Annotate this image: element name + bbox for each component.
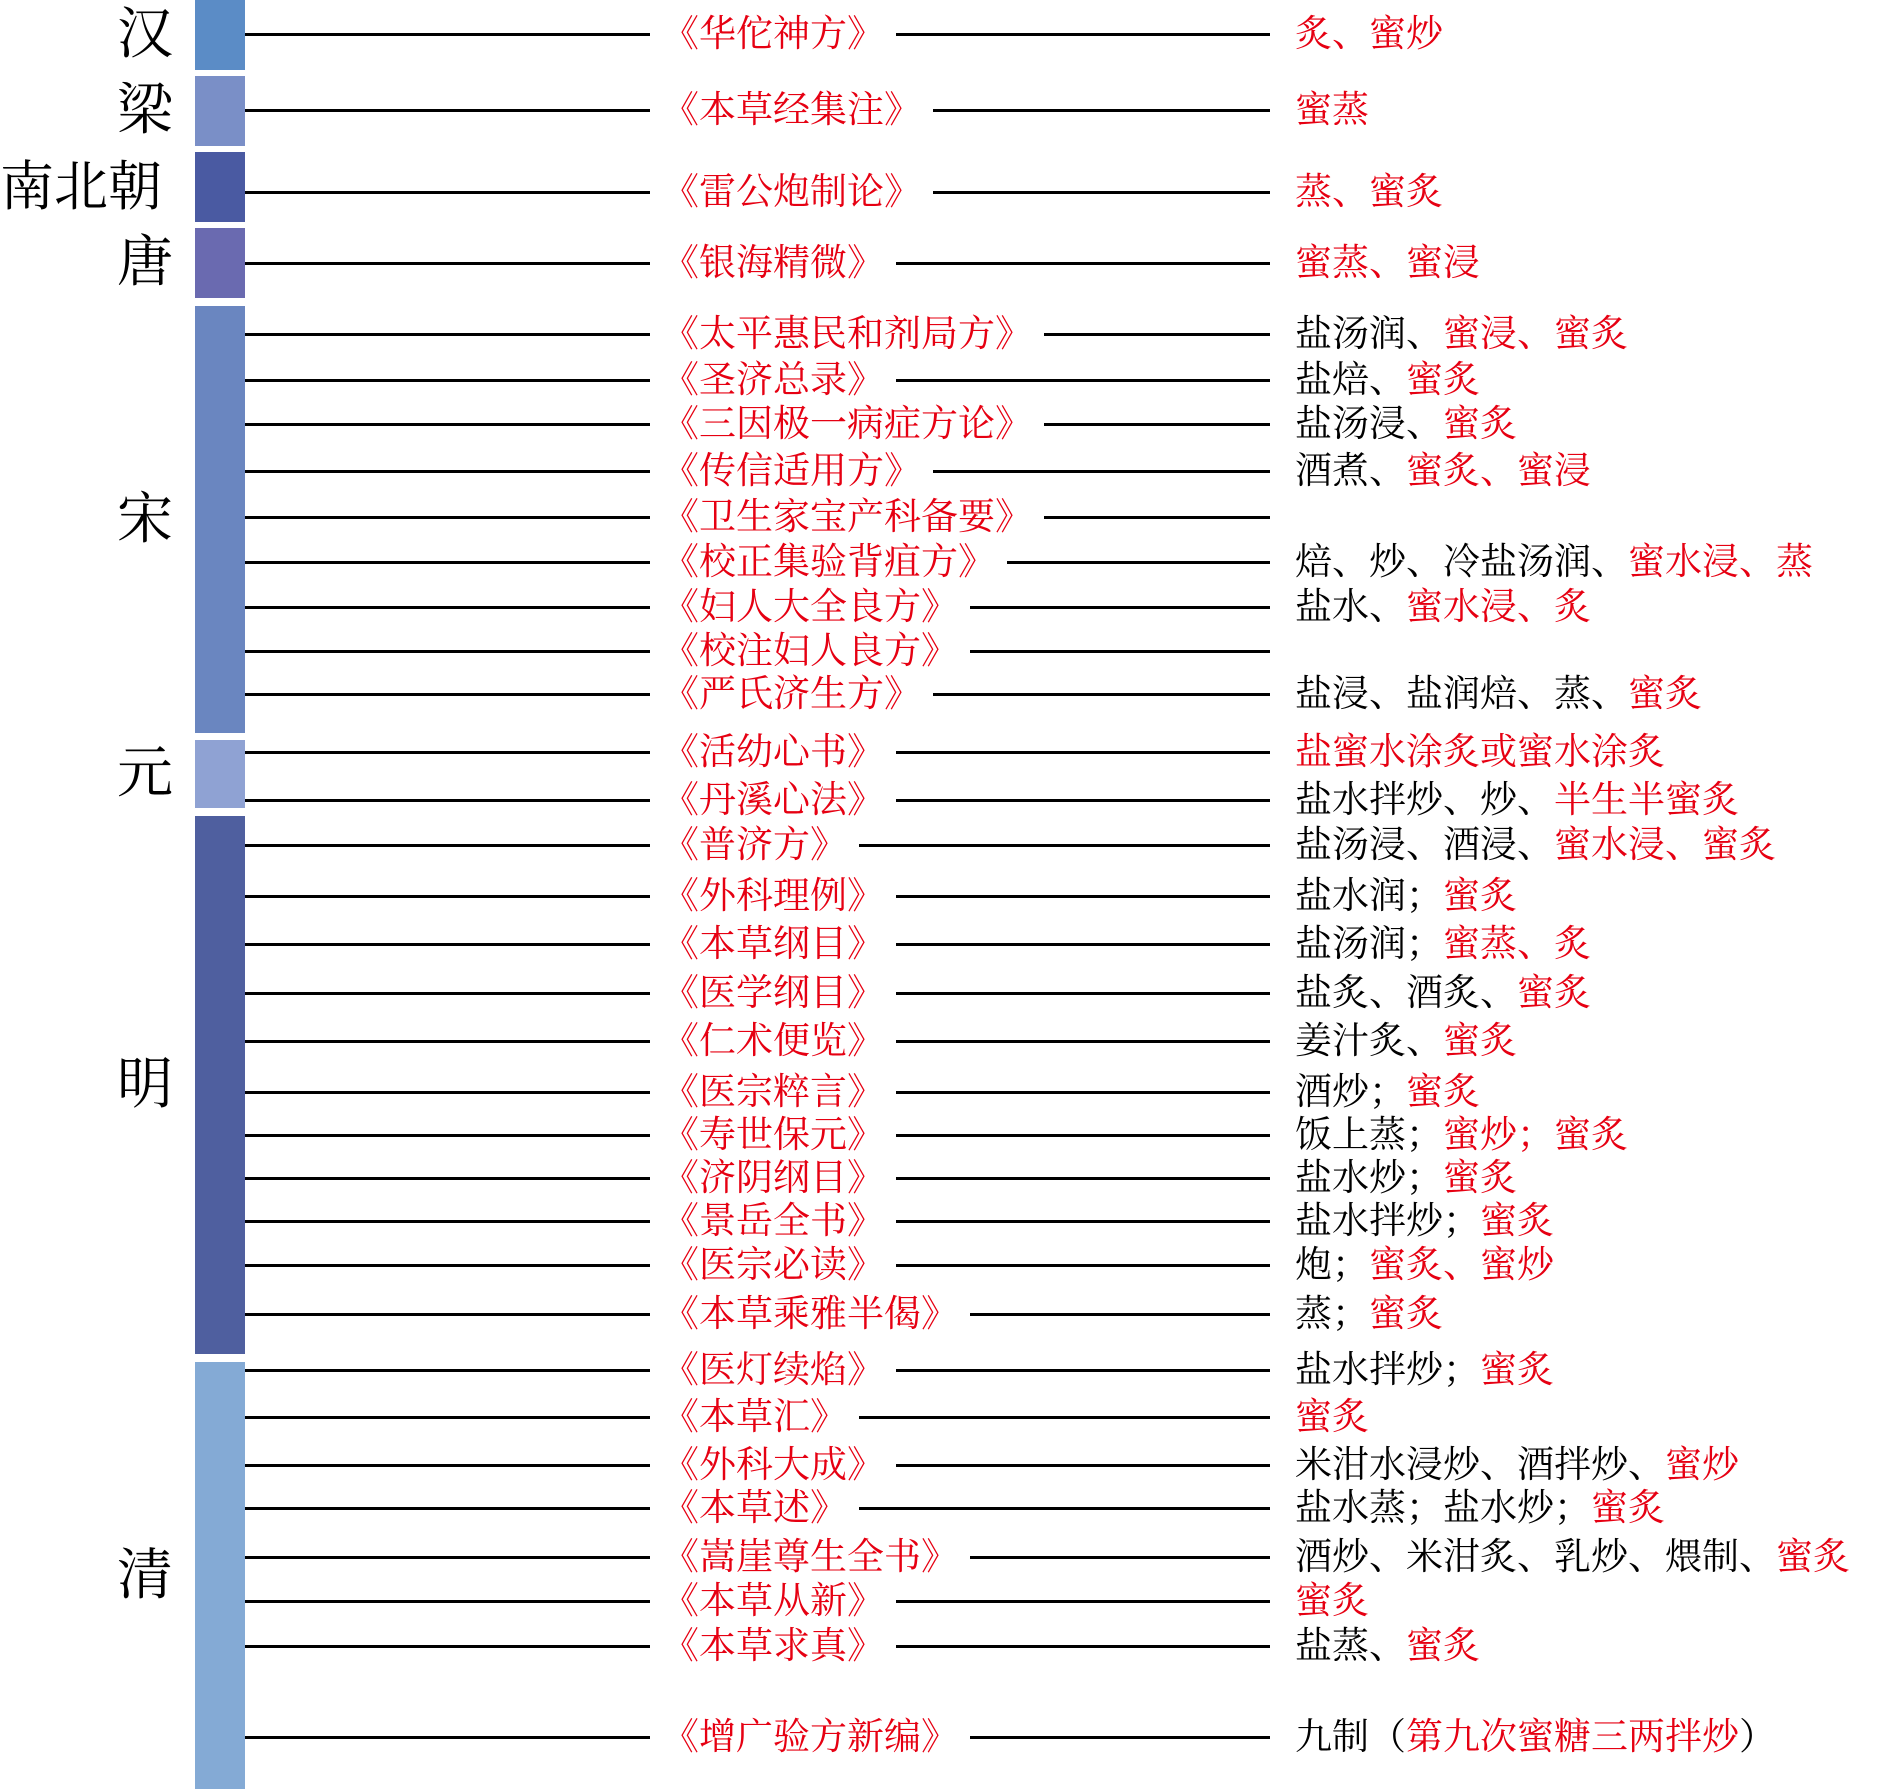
connector-line-left — [245, 992, 650, 995]
connector-line-right — [896, 33, 1270, 36]
honey-method-text: 蜜炙 — [1295, 1395, 1369, 1438]
honey-method-text: 蜜炒 — [1665, 1443, 1739, 1486]
connector-line-left — [245, 1645, 650, 1648]
connector-line-right — [896, 943, 1270, 946]
processing-methods — [1295, 1397, 1369, 1437]
honey-method-text: 蜜炙 — [1406, 1624, 1480, 1667]
connector-line-left — [245, 1091, 650, 1094]
honey-method-text: 盐蜜水涂炙或蜜水涂炙 — [1295, 730, 1665, 773]
connector-line-right — [859, 1416, 1270, 1419]
processing-methods — [1295, 1201, 1554, 1241]
honey-method-text: 蜜炙 — [1443, 874, 1517, 917]
honey-method-text: 蜜炙 — [1443, 402, 1517, 445]
book-title: 《本草经集注》 — [662, 88, 921, 131]
book-title: 《仁术便览》 — [662, 1019, 884, 1062]
connector-line-right — [933, 109, 1270, 112]
connector-line-right — [896, 1040, 1270, 1043]
connector-line-right — [1044, 516, 1270, 519]
connector-line-right — [896, 379, 1270, 382]
processing-methods — [1295, 1626, 1480, 1666]
honey-method-text: 蜜炙 — [1480, 1348, 1554, 1391]
book-title: 《增广验方新编》 — [662, 1715, 958, 1758]
honey-method-text: 蜜水浸、蜜炙 — [1554, 823, 1776, 866]
connector-line-left — [245, 1556, 650, 1559]
connector-line-left — [245, 650, 650, 653]
connector-line-right — [896, 1264, 1270, 1267]
honey-method-text: 蜜浸、蜜炙 — [1443, 312, 1628, 355]
book-title: 《活幼心书》 — [662, 730, 884, 773]
other-method-text: 姜汁炙、 — [1295, 1019, 1443, 1062]
connector-line-right — [933, 693, 1270, 696]
connector-line-right — [859, 844, 1270, 847]
processing-methods — [1295, 172, 1443, 212]
other-method-text: 蒸； — [1295, 1292, 1369, 1335]
book-title: 《华佗神方》 — [662, 12, 884, 55]
processing-methods — [1295, 876, 1517, 916]
connector-line-right — [896, 1134, 1270, 1137]
connector-line-left — [245, 1369, 650, 1372]
connector-line-left — [245, 262, 650, 265]
book-title: 《严氏济生方》 — [662, 672, 921, 715]
book-title: 《济阴纲目》 — [662, 1156, 884, 1199]
honey-method-text: 蜜炒；蜜炙 — [1443, 1113, 1628, 1156]
connector-line-left — [245, 1313, 650, 1316]
other-method-text: 盐水、 — [1295, 585, 1406, 628]
book-title: 《本草求真》 — [662, 1624, 884, 1667]
dynasty-label: 宋 — [117, 486, 173, 552]
honey-method-text: 半生半蜜炙 — [1554, 778, 1739, 821]
book-title: 《圣济总录》 — [662, 358, 884, 401]
other-method-text: 米泔水浸炒、酒拌炒、 — [1295, 1443, 1665, 1486]
honey-method-text: 蒸、蜜炙 — [1295, 170, 1443, 213]
processing-methods — [1295, 1581, 1369, 1621]
connector-line-left — [245, 1416, 650, 1419]
other-method-text: 盐焙、 — [1295, 358, 1406, 401]
other-method-text: 焙、炒、冷盐汤润、 — [1295, 540, 1628, 583]
book-title: 《嵩崖尊生全书》 — [662, 1535, 958, 1578]
connector-line-left — [245, 1040, 650, 1043]
honey-method-text: 蜜炙 — [1443, 1156, 1517, 1199]
connector-line-left — [245, 1600, 650, 1603]
processing-methods — [1295, 973, 1591, 1013]
book-title: 《校注妇人良方》 — [662, 629, 958, 672]
honey-method-text: 蜜炙 — [1480, 1199, 1554, 1242]
honey-method-text: 炙、蜜炒 — [1295, 12, 1443, 55]
honey-method-text: 蜜炙 — [1517, 971, 1591, 1014]
connector-line-left — [245, 109, 650, 112]
dynasty-label: 汉 — [117, 2, 173, 67]
book-title: 《医宗粹言》 — [662, 1070, 884, 1113]
other-method-text: 酒煮、 — [1295, 449, 1406, 492]
book-title: 《外科大成》 — [662, 1443, 884, 1486]
other-method-text: 九制（ — [1295, 1715, 1406, 1758]
other-method-text: 盐水拌炒、炒、 — [1295, 778, 1554, 821]
honey-method-text: 蜜炙 — [1369, 1292, 1443, 1335]
processing-methods — [1295, 732, 1665, 772]
book-title: 《本草纲目》 — [662, 922, 884, 965]
connector-line-left — [245, 423, 650, 426]
honey-method-text: 蜜炙 — [1776, 1535, 1850, 1578]
other-method-text: 盐汤浸、 — [1295, 402, 1443, 445]
dynasty-label: 南北朝 — [0, 155, 162, 218]
honey-method-text: 蜜水浸、炙 — [1406, 585, 1591, 628]
honey-method-text: 蜜炙、蜜炒 — [1369, 1243, 1554, 1286]
processing-methods — [1295, 924, 1591, 964]
book-title: 《医学纲目》 — [662, 971, 884, 1014]
book-title: 《本草汇》 — [662, 1395, 847, 1438]
processing-methods — [1295, 404, 1517, 444]
honey-method-text: 蜜炙、蜜浸 — [1406, 449, 1591, 492]
book-title: 《医宗必读》 — [662, 1243, 884, 1286]
book-title: 《本草乘雅半偈》 — [662, 1292, 958, 1335]
other-method-text: 盐炙、酒炙、 — [1295, 971, 1517, 1014]
connector-line-right — [896, 1369, 1270, 1372]
honey-method-text: 蜜炙 — [1443, 1019, 1517, 1062]
processing-methods — [1295, 1245, 1554, 1285]
connector-line-left — [245, 943, 650, 946]
book-title: 《传信适用方》 — [662, 449, 921, 492]
book-title: 《银海精微》 — [662, 241, 884, 284]
processing-methods — [1295, 1488, 1665, 1528]
book-title: 《寿世保元》 — [662, 1113, 884, 1156]
connector-line-right — [896, 1091, 1270, 1094]
processing-methods — [1295, 674, 1702, 714]
processing-methods — [1295, 1537, 1850, 1577]
connector-line-right — [896, 1464, 1270, 1467]
processing-methods — [1295, 780, 1739, 820]
honey-method-text: 蜜炙 — [1295, 1579, 1369, 1622]
honey-method-text: 蜜水浸、蒸 — [1628, 540, 1813, 583]
connector-line-right — [970, 1736, 1270, 1739]
processing-methods — [1295, 1158, 1517, 1198]
connector-line-left — [245, 1507, 650, 1510]
dynasty-label: 明 — [117, 1052, 173, 1117]
connector-line-left — [245, 693, 650, 696]
connector-line-right — [896, 799, 1270, 802]
processing-methods — [1295, 587, 1591, 627]
processing-methods — [1295, 90, 1369, 130]
processing-methods — [1295, 1072, 1480, 1112]
dynasty-label: 唐 — [117, 230, 173, 295]
processing-methods — [1295, 360, 1480, 400]
book-title: 《外科理例》 — [662, 874, 884, 917]
book-title: 《本草述》 — [662, 1486, 847, 1529]
processing-methods — [1295, 314, 1628, 354]
book-title: 《卫生家宝产科备要》 — [662, 495, 1032, 538]
book-title: 《妇人大全良方》 — [662, 585, 958, 628]
connector-line-left — [245, 379, 650, 382]
connector-line-right — [933, 470, 1270, 473]
other-method-text: 盐汤润、 — [1295, 312, 1443, 355]
other-method-text: 盐水润； — [1295, 874, 1443, 917]
dynasty-label: 清 — [117, 1542, 173, 1608]
connector-line-right — [896, 992, 1270, 995]
connector-line-left — [245, 516, 650, 519]
book-title: 《医灯续焰》 — [662, 1348, 884, 1391]
book-title: 《景岳全书》 — [662, 1199, 884, 1242]
connector-line-right — [896, 1645, 1270, 1648]
other-method-text: 饭上蒸； — [1295, 1113, 1443, 1156]
connector-line-left — [245, 1220, 650, 1223]
honey-method-text: 蜜炙 — [1406, 1070, 1480, 1113]
other-method-text: 盐水拌炒； — [1295, 1199, 1480, 1242]
connector-line-right — [896, 751, 1270, 754]
connector-line-left — [245, 799, 650, 802]
processing-methods — [1295, 1717, 1776, 1757]
dynasty-label: 梁 — [117, 78, 173, 143]
connector-line-left — [245, 751, 650, 754]
honey-method-text: 蜜蒸、炙 — [1443, 922, 1591, 965]
connector-line-left — [245, 1464, 650, 1467]
other-method-text: 酒炒、米泔炙、乳炒、煨制、 — [1295, 1535, 1776, 1578]
connector-line-right — [896, 1177, 1270, 1180]
dynasty-label: 元 — [117, 741, 173, 806]
connector-line-right — [896, 895, 1270, 898]
honey-method-text: 蜜蒸、蜜浸 — [1295, 241, 1480, 284]
other-method-text: 盐汤润； — [1295, 922, 1443, 965]
other-method-text: 盐浸、盐润焙、蒸、 — [1295, 672, 1628, 715]
processing-methods — [1295, 825, 1776, 865]
processing-methods — [1295, 542, 1813, 582]
processing-methods — [1295, 243, 1480, 283]
other-method-text: 盐水炒； — [1295, 1156, 1443, 1199]
connector-line-left — [245, 333, 650, 336]
connector-line-right — [970, 1313, 1270, 1316]
connector-line-right — [859, 1507, 1270, 1510]
connector-line-right — [933, 191, 1270, 194]
other-method-text: ） — [1739, 1715, 1776, 1758]
honey-method-text: 蜜炙 — [1591, 1486, 1665, 1529]
processing-methods — [1295, 1350, 1554, 1390]
connector-line-left — [245, 895, 650, 898]
connector-line-right — [1007, 561, 1270, 564]
processing-methods — [1295, 1294, 1443, 1334]
other-method-text: 盐水蒸；盐水炒； — [1295, 1486, 1591, 1529]
honey-method-text: 第九次蜜糖三两拌炒 — [1406, 1715, 1739, 1758]
processing-methods — [1295, 14, 1443, 54]
connector-line-left — [245, 1264, 650, 1267]
processing-methods — [1295, 1021, 1517, 1061]
connector-line-right — [970, 606, 1270, 609]
processing-methods — [1295, 1445, 1739, 1485]
honey-method-text: 蜜蒸 — [1295, 88, 1369, 131]
connector-line-left — [245, 561, 650, 564]
connector-line-left — [245, 606, 650, 609]
connector-line-right — [896, 1220, 1270, 1223]
book-title: 《太平惠民和剂局方》 — [662, 312, 1032, 355]
book-title: 《三因极一病症方论》 — [662, 402, 1032, 445]
connector-line-left — [245, 1134, 650, 1137]
other-method-text: 酒炒； — [1295, 1070, 1406, 1113]
book-title: 《丹溪心法》 — [662, 778, 884, 821]
other-method-text: 盐蒸、 — [1295, 1624, 1406, 1667]
connector-line-left — [245, 844, 650, 847]
connector-line-left — [245, 1736, 650, 1739]
book-title: 《本草从新》 — [662, 1579, 884, 1622]
other-method-text: 盐水拌炒； — [1295, 1348, 1480, 1391]
other-method-text: 盐汤浸、酒浸、 — [1295, 823, 1554, 866]
other-method-text: 炮； — [1295, 1243, 1369, 1286]
connector-line-right — [1044, 333, 1270, 336]
connector-line-right — [896, 262, 1270, 265]
connector-line-left — [245, 1177, 650, 1180]
book-title: 《校正集验背疽方》 — [662, 540, 995, 583]
connector-line-left — [245, 191, 650, 194]
honey-method-text: 蜜炙 — [1406, 358, 1480, 401]
connector-line-left — [245, 470, 650, 473]
connector-line-right — [970, 650, 1270, 653]
processing-methods — [1295, 451, 1591, 491]
connector-line-left — [245, 33, 650, 36]
connector-line-right — [896, 1600, 1270, 1603]
book-title: 《普济方》 — [662, 823, 847, 866]
processing-methods — [1295, 1115, 1628, 1155]
connector-line-right — [970, 1556, 1270, 1559]
book-title: 《雷公炮制论》 — [662, 170, 921, 213]
connector-line-right — [1044, 423, 1270, 426]
honey-method-text: 蜜炙 — [1628, 672, 1702, 715]
